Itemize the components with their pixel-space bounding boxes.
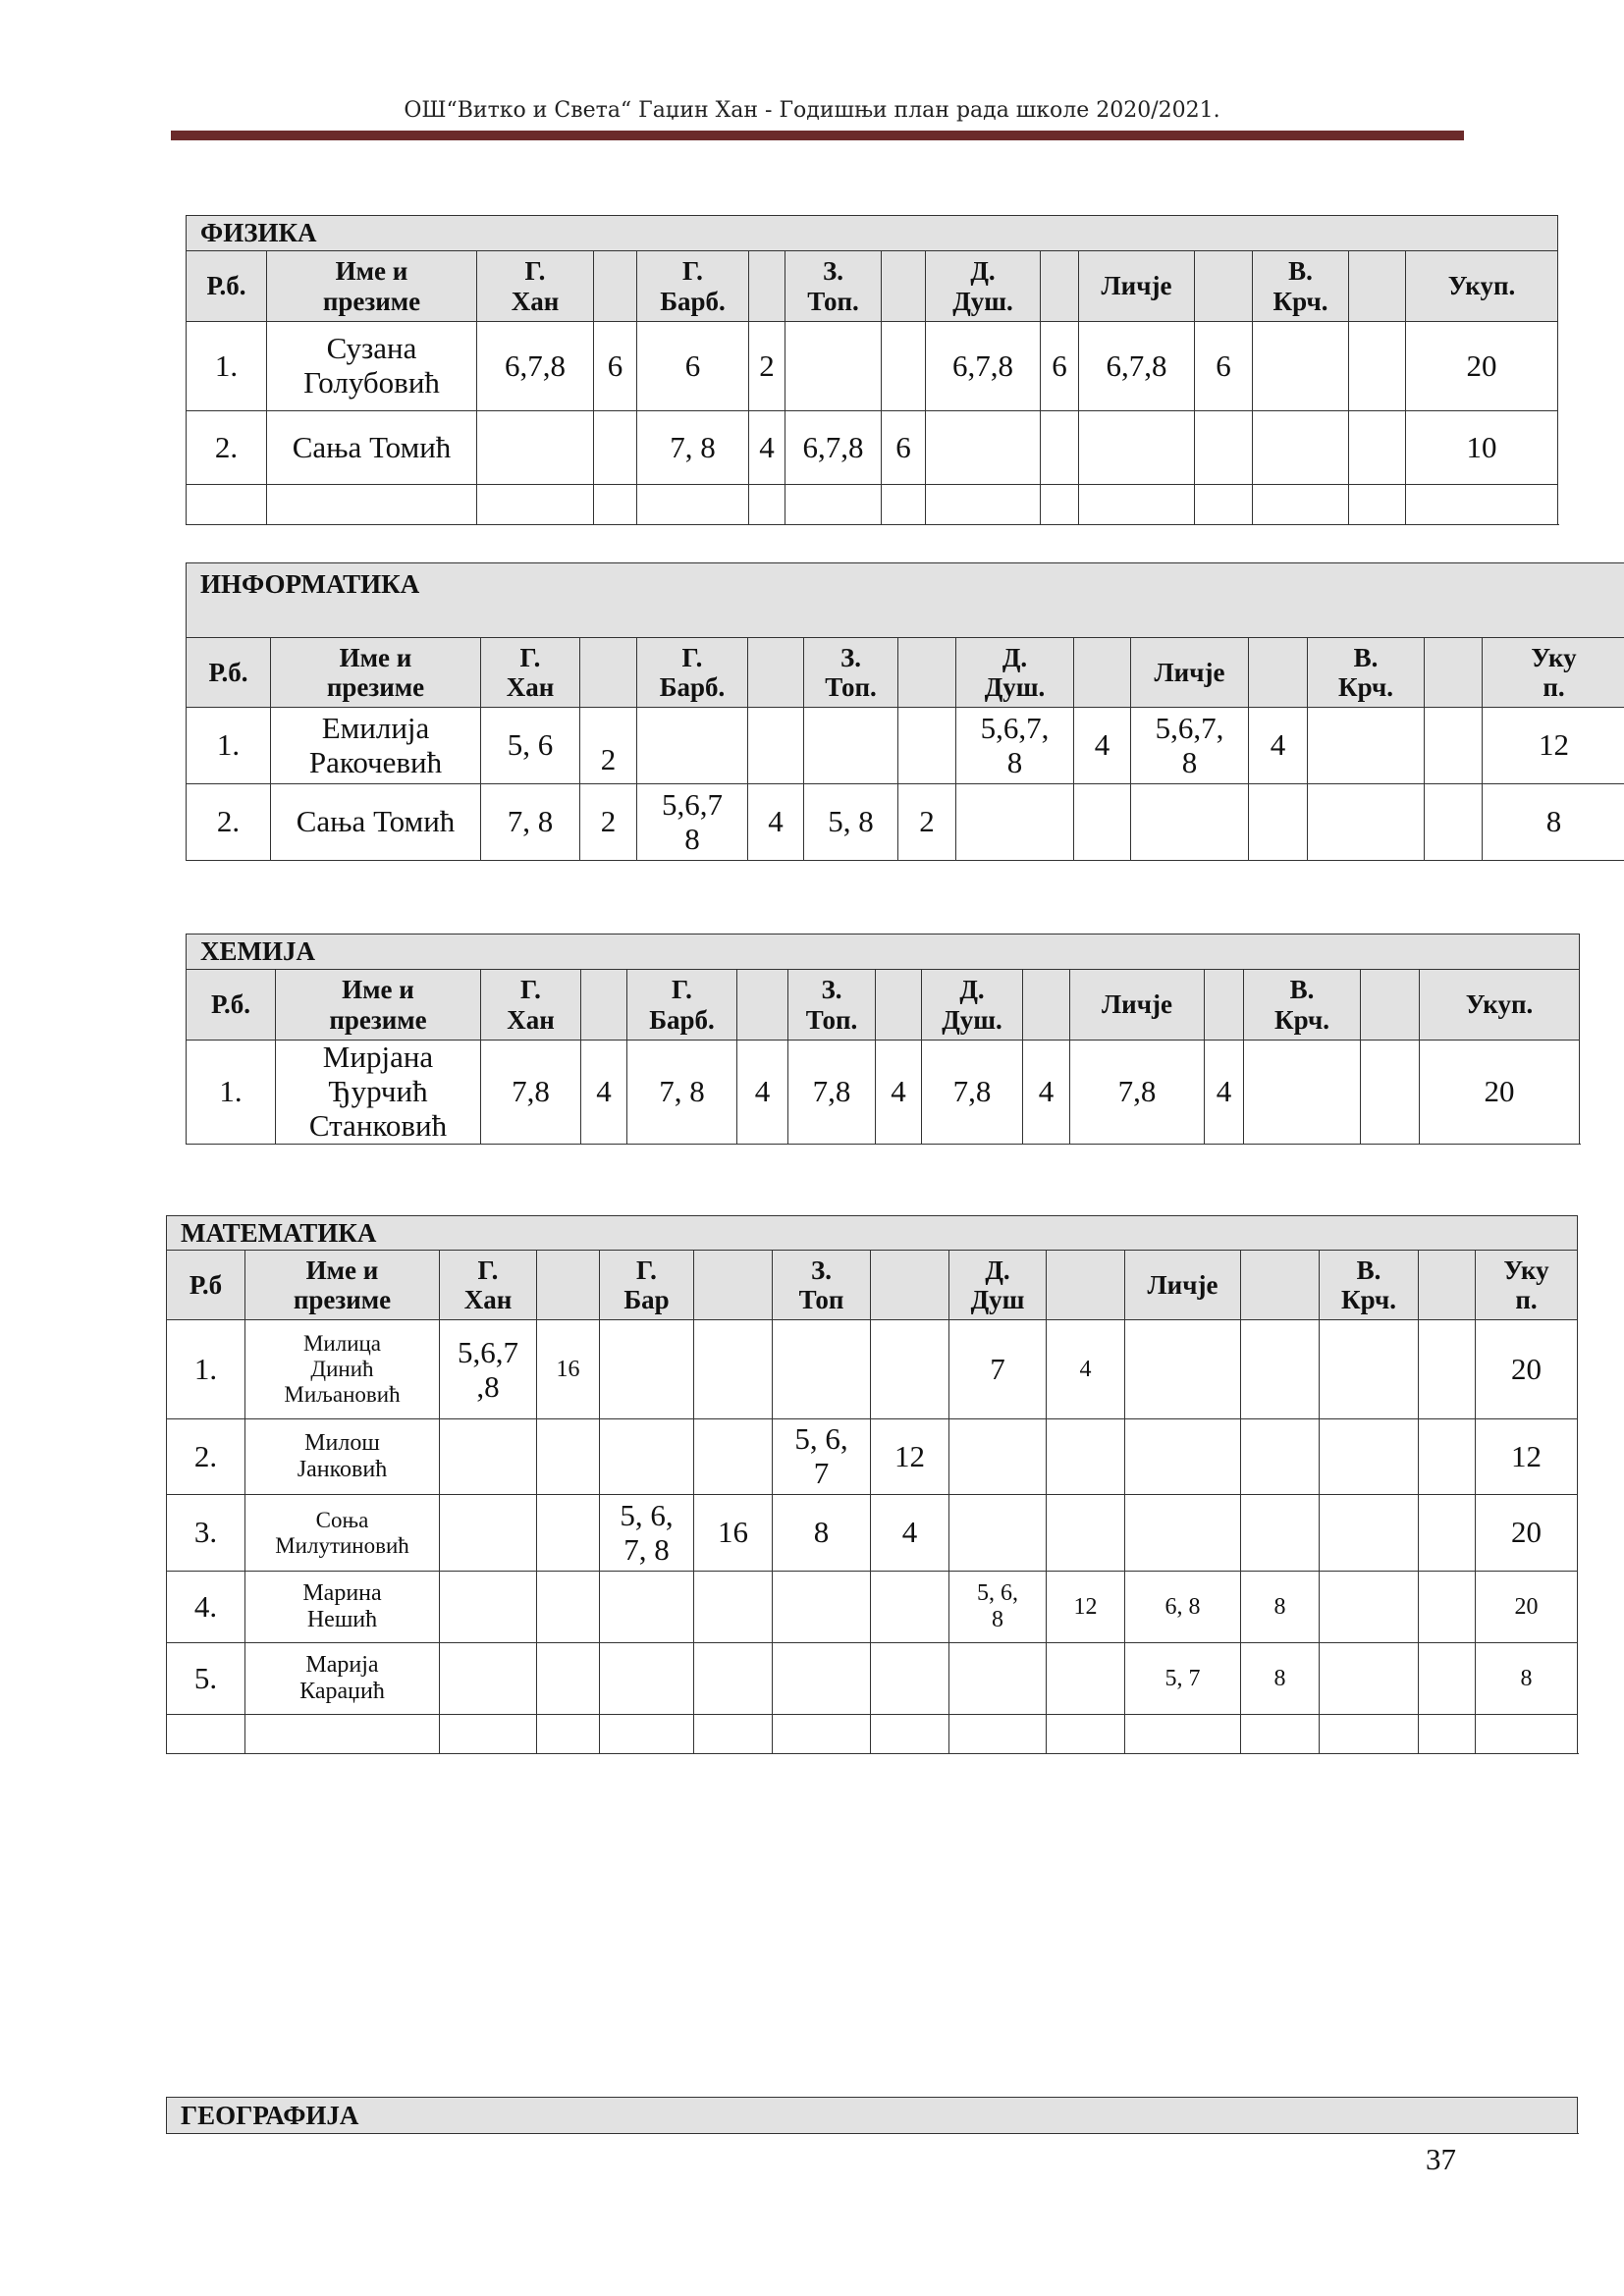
column-header: В. Крч.	[1252, 250, 1348, 321]
teacher-name-cell: Сања Томић	[270, 783, 480, 860]
table-cell: 5, 6, 7	[772, 1418, 870, 1494]
column-header: Укуп.	[1405, 250, 1557, 321]
table-title: ФИЗИКА	[186, 215, 1557, 250]
column-header: Р.б.	[186, 969, 275, 1040]
column-header: Личје	[1069, 969, 1204, 1040]
table-bottom-border	[166, 1215, 1579, 1754]
header-rule	[171, 131, 1464, 140]
table-cell: 7, 8	[626, 1040, 736, 1144]
table-cell: 12	[870, 1418, 948, 1494]
column-header: В. Крч.	[1307, 637, 1424, 707]
table-cell: 7,8	[480, 1040, 580, 1144]
column-header: Д. Душ	[948, 1250, 1046, 1319]
column-header: Г. Барб.	[626, 969, 736, 1040]
page-header: ОШ“Витко и Света“ Гаџин Хан - Годишњи план рада школе 2020/2021.	[404, 98, 1220, 123]
page-number: 37	[1426, 2142, 1456, 2176]
column-header: Г. Хан	[439, 1250, 536, 1319]
column-header: Д. Душ.	[921, 969, 1022, 1040]
table-cell: 12	[1482, 707, 1624, 783]
column-header: Личје	[1124, 1250, 1240, 1319]
table-cell: 2	[579, 783, 636, 860]
table-cell: 7, 8	[480, 783, 579, 860]
table-cell: 7,8	[1069, 1040, 1204, 1144]
column-header: Уку п.	[1475, 1250, 1577, 1319]
table-cell: 5,6,7, 8	[955, 707, 1073, 783]
table-cell: 10	[1405, 410, 1557, 484]
table-cell: 5, 6, 8	[948, 1571, 1046, 1642]
column-header: Личје	[1130, 637, 1248, 707]
table-cell: 8	[1240, 1571, 1319, 1642]
table-title: ИНФОРМАТИКА	[186, 562, 1624, 637]
table-cell: 7,8	[921, 1040, 1022, 1144]
column-header: Р.б.	[186, 637, 270, 707]
table-cell: 6	[1194, 321, 1252, 410]
row-number-cell: 3.	[166, 1494, 244, 1571]
table-cell: 6	[881, 410, 925, 484]
table-cell: 12	[1475, 1418, 1577, 1494]
table-cell: 20	[1475, 1494, 1577, 1571]
table-bottom-border	[166, 2097, 1579, 2134]
table-cell: 7, 8	[636, 410, 748, 484]
table-cell: 4	[747, 783, 803, 860]
column-header: Личје	[1078, 250, 1194, 321]
column-header: Г. Хан	[480, 969, 580, 1040]
table-bottom-border	[186, 934, 1581, 1145]
table-cell: 8	[772, 1494, 870, 1571]
teacher-name-cell: Сања Томић	[266, 410, 476, 484]
table-cell: 5,6,7 ,8	[439, 1319, 536, 1418]
table-title: ГЕОГРАФИЈА	[166, 2097, 1577, 2133]
table-cell: 4	[875, 1040, 921, 1144]
table-cell: 4	[1204, 1040, 1243, 1144]
column-header: З. Топ.	[803, 637, 897, 707]
teacher-name-cell: Соња Милутиновић	[244, 1494, 439, 1571]
column-header: Д. Душ.	[955, 637, 1073, 707]
table-cell: 4	[870, 1494, 948, 1571]
table-cell: 5, 7	[1124, 1642, 1240, 1714]
table-cell: 2	[897, 783, 955, 860]
row-number-cell: 5.	[166, 1642, 244, 1714]
row-number-cell: 2.	[186, 783, 270, 860]
table-bottom-border	[186, 215, 1559, 525]
table-cell: 8	[1475, 1642, 1577, 1714]
table-cell: 5,6,7, 8	[1130, 707, 1248, 783]
column-header: В. Крч.	[1243, 969, 1360, 1040]
table-cell: 8	[1482, 783, 1624, 860]
column-header: Г. Хан	[476, 250, 593, 321]
column-header: Г. Барб.	[636, 637, 747, 707]
column-header: З. Топ	[772, 1250, 870, 1319]
column-header: З. Топ.	[785, 250, 881, 321]
table-cell: 6,7,8	[785, 410, 881, 484]
table-cell: 6,7,8	[476, 321, 593, 410]
teacher-name-cell: Марина Нешић	[244, 1571, 439, 1642]
table-title: ХЕМИЈА	[186, 934, 1579, 969]
table-cell: 5, 6	[480, 707, 579, 783]
table-cell: 4	[748, 410, 785, 484]
column-header: Г. Бар	[599, 1250, 693, 1319]
row-number-cell: 1.	[186, 707, 270, 783]
table-cell: 6,7,8	[1078, 321, 1194, 410]
column-header: Име и презиме	[266, 250, 476, 321]
table-cell: 6	[593, 321, 636, 410]
column-header: Име и презиме	[275, 969, 480, 1040]
column-header: Р.б.	[186, 250, 266, 321]
table-cell: 12	[1046, 1571, 1124, 1642]
teacher-name-cell: Мирјана Ђурчић Станковић	[275, 1040, 480, 1144]
row-number-cell: 1.	[186, 321, 266, 410]
column-header: Укуп.	[1419, 969, 1579, 1040]
table-cell: 4	[1022, 1040, 1069, 1144]
table-cell: 20	[1405, 321, 1557, 410]
table-cell: 5,6,7 8	[636, 783, 747, 860]
table-title: МАТЕМАТИКА	[166, 1215, 1577, 1250]
table-cell: 6	[1040, 321, 1078, 410]
table-cell: 4	[1073, 707, 1130, 783]
table-bottom-border	[186, 562, 1624, 861]
teacher-name-cell: Емилија Ракочевић	[270, 707, 480, 783]
column-header: Д. Душ.	[925, 250, 1040, 321]
table-cell: 8	[1240, 1642, 1319, 1714]
table-cell: 7,8	[787, 1040, 875, 1144]
teacher-name-cell: Марија Караџић	[244, 1642, 439, 1714]
table-cell: 5, 8	[803, 783, 897, 860]
table-cell: 4	[1046, 1319, 1124, 1418]
table-cell: 6,7,8	[925, 321, 1040, 410]
column-header: Г. Хан	[480, 637, 579, 707]
table-cell: 16	[536, 1319, 599, 1418]
table-cell: 4	[580, 1040, 626, 1144]
table-cell: 20	[1475, 1319, 1577, 1418]
teacher-name-cell: Милица Динић Миљановић	[244, 1319, 439, 1418]
row-number-cell: 4.	[166, 1571, 244, 1642]
table-cell: 16	[693, 1494, 772, 1571]
column-header: З. Топ.	[787, 969, 875, 1040]
row-number-cell: 1.	[186, 1040, 275, 1144]
column-header: Име и презиме	[244, 1250, 439, 1319]
table-cell: 4	[1248, 707, 1307, 783]
row-number-cell: 2.	[166, 1418, 244, 1494]
table-cell: 4	[736, 1040, 787, 1144]
row-number-cell: 2.	[186, 410, 266, 484]
column-header: Уку п.	[1482, 637, 1624, 707]
table-cell: 6, 8	[1124, 1571, 1240, 1642]
teacher-name-cell: Милош Јанковић	[244, 1418, 439, 1494]
row-number-cell: 1.	[166, 1319, 244, 1418]
column-header: В. Крч.	[1319, 1250, 1418, 1319]
table-cell: 5, 6, 7, 8	[599, 1494, 693, 1571]
column-header: Р.б	[166, 1250, 244, 1319]
column-header: Име и презиме	[270, 637, 480, 707]
table-cell: 6	[636, 321, 748, 410]
table-cell: 20	[1419, 1040, 1579, 1144]
table-cell: 2	[579, 707, 636, 783]
table-cell: 2	[748, 321, 785, 410]
table-cell: 20	[1475, 1571, 1577, 1642]
table-cell: 7	[948, 1319, 1046, 1418]
teacher-name-cell: Сузана Голубовић	[266, 321, 476, 410]
column-header: Г. Барб.	[636, 250, 748, 321]
